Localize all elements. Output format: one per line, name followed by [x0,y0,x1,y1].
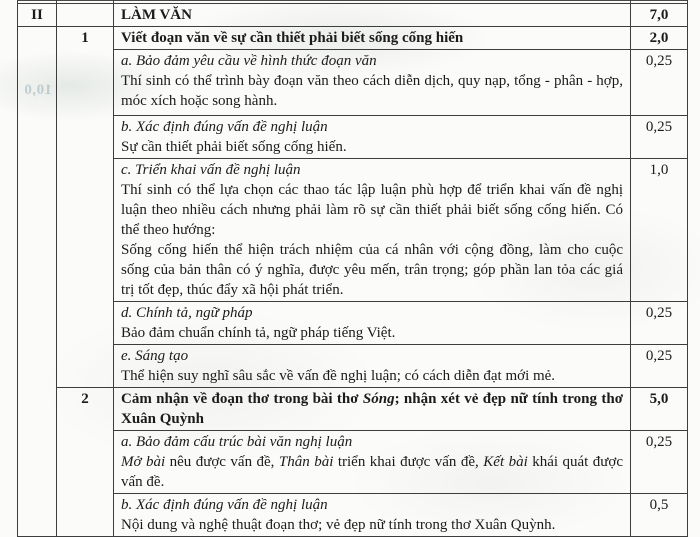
text-part-italic: Kết bài [483,454,528,470]
criterion-row-q1a [18,50,688,116]
criterion-row-q1b [18,116,688,159]
criterion-row-q2a [18,431,688,494]
question2-header-row [18,388,688,431]
section-score-cell: 7,0 [631,4,688,27]
criterion-label: d. Chính tả, ngữ pháp [121,305,253,321]
criterion-label: b. Xác định đúng vấn đề nghị luận [121,497,328,513]
empty-cell [57,4,114,27]
criterion-score: 0,25 [631,116,688,159]
criterion-score: 0,5 [631,494,688,537]
criterion-row-q1e [18,345,688,388]
question2-title-cell [114,388,631,431]
criterion-text: Thể hiện suy nghĩ sâu sắc về vấn đề nghị luận; có cách diễn đạt mới mẻ. [121,368,556,384]
section-header-row [18,4,688,27]
criterion-score: 1,0 [631,159,688,302]
criterion-cell-q2b [114,494,631,537]
criterion-text-2: Sống cống hiến thể hiện trách nhiệm của cá nhân với cộng đồng, làm cho cuộc sống của bản thân có ý nghĩa, được yêu mến, trân trọng; góp phần lan tỏa các giá trị tốt đẹp, thúc đẩy xã hội phát triển. [121,242,623,298]
title-part: Cảm nhận về đoạn thơ trong bài thơ [121,391,363,407]
criterion-score: 0,25 [631,50,688,116]
question2-number-cell: 2 [57,388,114,537]
criterion-score: 0,25 [631,431,688,494]
criterion-score: 0,25 [631,302,688,345]
title-part: ; nhận xét vẻ đẹp nữ tính trong thơ Xuân Quỳnh [121,391,624,427]
scoring-rubric-table [17,0,688,537]
criterion-cell-q1c [114,159,631,302]
section-number-cell: II [18,4,57,27]
criterion-score: 0,25 [631,345,688,388]
criterion-label: b. Xác định đúng vấn đề nghị luận [121,119,328,135]
criterion-cell-q1b [114,116,631,159]
criterion-label: e. Sáng tạo [121,348,189,364]
criterion-text: Sự cần thiết phải biết sống cống hiến. [121,139,347,155]
question2-score-cell: 5,0 [631,388,688,431]
criterion-cell-q1a [114,50,631,116]
section-number-span-cell [18,27,57,537]
question1-header-row [18,27,688,50]
criterion-text: Thí sinh có thể trình bày đoạn văn theo cách diễn dịch, quy nạp, tổng - phân - hợp, móc xích hoặc song hành. [121,73,623,109]
text-part: khái quát được vấn đề. [121,454,624,490]
question1-title-cell: Viết đoạn văn về sự cần thiết phải biết sống cống hiến [114,27,631,50]
section-title-cell: LÀM VĂN [114,4,631,27]
criterion-cell-q1d [114,302,631,345]
title-part-italic: Sóng [362,391,395,407]
criterion-text: Thí sinh có thể lựa chọn các thao tác lập luận phù hợp để triển khai vấn đề nghị luận theo nhiều cách nhưng phải làm rõ sự cần thiết phải biết sống cống hiến. Có thể theo hướng: [121,182,623,238]
criterion-cell-q1e [114,345,631,388]
criterion-text [121,452,623,492]
text-part-italic: Mở bài [121,454,166,470]
criterion-cell-q2a [114,431,631,494]
criterion-row-q2b [18,494,688,537]
criterion-row-q1d [18,302,688,345]
question1-score-cell: 2,0 [631,27,688,50]
criterion-label: c. Triển khai vấn đề nghị luận [121,162,301,178]
bleedthrough-text: 10,0 [23,82,53,98]
criterion-label: a. Bảo đảm cấu trúc bài văn nghị luận [121,434,353,450]
criterion-label: a. Bảo đảm yêu cầu về hình thức đoạn văn [121,53,377,69]
criterion-text: Bảo đảm chuẩn chính tả, ngữ pháp tiếng Việt. [121,325,396,341]
question1-number-cell: 1 [57,27,114,388]
text-part-italic: Thân bài [278,454,334,470]
criterion-text: Nội dung và nghệ thuật đoạn thơ; vẻ đẹp nữ tính trong thơ Xuân Quỳnh. [121,517,556,533]
text-part: triển khai được vấn đề, [333,454,484,470]
text-part: nêu được vấn đề, [165,454,279,470]
criterion-row-q1c [18,159,688,302]
